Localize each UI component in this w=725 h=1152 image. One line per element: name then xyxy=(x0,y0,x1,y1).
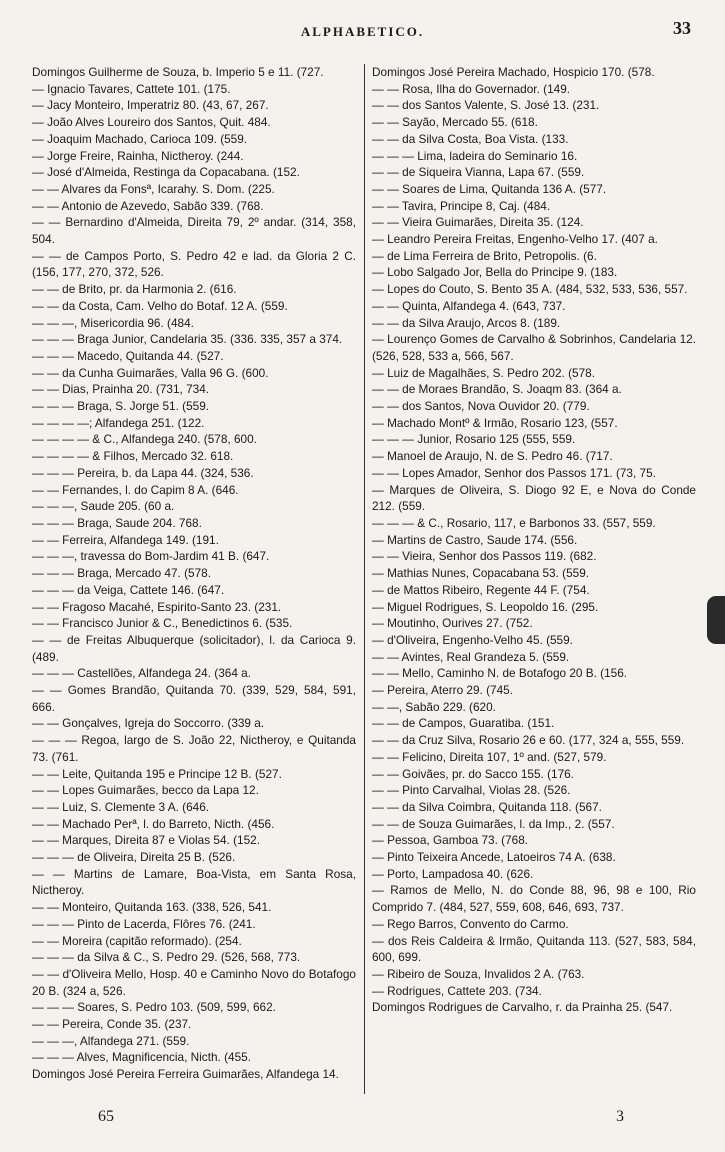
directory-entry: — Joaquim Machado, Carioca 109. (559. xyxy=(32,131,248,146)
directory-entry: — — de Siqueira Vianna, Lapa 67. (559. xyxy=(372,165,585,180)
directory-entry: — José d'Almeida, Restinga da Copacabana. (152. xyxy=(32,165,300,180)
directory-entry: — — Gonçalves, Igreja do Soccorro. (339 a. xyxy=(32,716,265,731)
directory-entry: — — — Lima, ladeira do Seminario 16. xyxy=(372,148,578,163)
directory-entry: — — Gomes Brandão, Quitanda 70. (339, 529, 584, 591, 666. xyxy=(32,683,356,714)
directory-entry: — — Antonio de Azevedo, Sabão 339. (768. xyxy=(32,198,264,213)
directory-entry: — dos Reis Caldeira & Irmão, Quitanda 113. (527, 583, 584, 600, 699. xyxy=(372,933,696,965)
directory-entry: — — Dias, Prainha 20. (731, 734. xyxy=(32,382,210,397)
directory-entry: — — Sayão, Mercado 55. (618. xyxy=(372,115,538,130)
directory-entry: — — da Cunha Guimarães, Valla 96 G. (600. xyxy=(32,365,269,380)
directory-entry: — — Vieira, Senhor dos Passos 119. (682. xyxy=(372,549,597,564)
directory-entry: — Porto, Lampadosa 40. (626. xyxy=(372,866,534,881)
page-number: 33 xyxy=(673,18,691,38)
directory-entry: — — Tavira, Principe 8, Caj. (484. xyxy=(372,198,551,213)
directory-entry: — — Felicino, Direita 107, 1º and. (527, 579. xyxy=(372,749,607,764)
directory-entry: — — —, Saude 205. (60 a. xyxy=(32,499,175,514)
directory-entry: — — — da Veiga, Cattete 146. (647. xyxy=(32,582,225,597)
directory-entry: — — — Macedo, Quitanda 44. (527. xyxy=(32,348,224,363)
directory-entry: — — — de Oliveira, Direita 25 B. (526. xyxy=(32,850,236,865)
directory-entry: — — Moreira (capitão reformado). (254. xyxy=(32,933,242,948)
directory-entry: — de Lima Ferreira de Brito, Petropolis. (6. xyxy=(372,248,597,263)
directory-entry: — — dos Santos, Nova Ouvidor 20. (779. xyxy=(372,399,590,414)
directory-entry: — João Alves Loureiro dos Santos, Quit. 484. xyxy=(32,115,271,130)
directory-entry: — — — Soares, S. Pedro 103. (509, 599, 662. xyxy=(32,1000,276,1015)
directory-entry: — — Mello, Caminho N. de Botafogo 20 B. (156. xyxy=(372,666,628,681)
directory-entry: — — de Campos Porto, S. Pedro 42 e lad. da Gloria 2 C. (156, 177, 270, 372, 526. xyxy=(32,248,356,280)
directory-entry: — — — — & C., Alfandega 240. (578, 600. xyxy=(32,432,257,447)
right-column xyxy=(372,64,696,1016)
directory-entry: — — da Silva Araujo, Arcos 8. (189. xyxy=(372,315,561,330)
directory-entry: — — Monteiro, Quitanda 163. (338, 526, 541. xyxy=(32,900,272,915)
directory-entry: — — Ferreira, Alfandega 149. (191. xyxy=(32,532,219,547)
directory-entry: — — de Brito, pr. da Harmonia 2. (616. xyxy=(32,282,237,297)
directory-entry: — — Francisco Junior & C., Benedictinos 6. (535. xyxy=(32,616,293,631)
directory-entry: — — de Souza Guimarães, l. da Imp., 2. (557. xyxy=(372,816,615,831)
directory-entry: — d'Oliveira, Engenho-Velho 45. (559. xyxy=(372,632,573,647)
column-divider xyxy=(364,64,365,1094)
directory-entry: — — Goivães, pr. do Sacco 155. (176. xyxy=(372,766,574,781)
directory-entry: — Lopes do Couto, S. Bento 35 A. (484, 532, 533, 536, 557. xyxy=(372,282,688,297)
directory-entry: — — Soares de Lima, Quitanda 136 A. (577. xyxy=(372,181,607,196)
directory-entry: — — Pinto Carvalhal, Violas 28. (526. xyxy=(372,783,571,798)
page-footer xyxy=(0,1104,725,1134)
directory-entry: — Ignacio Tavares, Cattete 101. (175. xyxy=(32,81,231,96)
page-header xyxy=(0,18,725,50)
directory-entry: — — da Cruz Silva, Rosario 26 e 60. (177, 324 a, 555, 559. xyxy=(372,733,685,748)
directory-entry: — — — Braga Junior, Candelaria 35. (336. 335, 357 a 374. xyxy=(32,332,343,347)
directory-entry: — — — Alves, Magnificencia, Nicth. (455. xyxy=(32,1050,251,1065)
directory-entry: — — Fernandes, l. do Capim 8 A. (646. xyxy=(32,482,239,497)
directory-entry: — — — Junior, Rosario 125 (555, 559. xyxy=(372,432,576,447)
directory-entry: — — da Silva Coimbra, Quitanda 118. (567. xyxy=(372,799,602,814)
directory-entry: — Ramos de Mello, N. do Conde 88, 96, 98 e 100, Rio Comprido 7. (484, 527, 559, 608, 646, 693, 737. xyxy=(372,883,696,915)
directory-entry: — — — & C., Rosario, 117, e Barbonos 33. (557, 559. xyxy=(372,515,656,530)
directory-entry: — Jacy Monteiro, Imperatriz 80. (43, 67, 267. xyxy=(32,98,269,113)
directory-entry: Domingos José Pereira Machado, Hospicio 170. (578. xyxy=(372,65,655,79)
page-title: ALPHABETICO. xyxy=(300,24,425,39)
directory-entry: — — Pereira, Conde 35. (237. xyxy=(32,1017,192,1032)
directory-entry: — Mathias Nunes, Copacabana 53. (559. xyxy=(372,566,590,581)
directory-entry: — Pereira, Aterro 29. (745. xyxy=(372,683,513,698)
directory-entry: — Miguel Rodrigues, S. Leopoldo 16. (295. xyxy=(372,599,599,614)
directory-entry: — — Machado Perª, l. do Barreto, Nicth. (456. xyxy=(32,816,275,831)
directory-entry: — — —, travessa do Bom-Jardim 41 B. (647. xyxy=(32,549,270,564)
directory-entry: — Pessoa, Gamboa 73. (768. xyxy=(372,833,529,848)
directory-entry: — — de Moraes Brandão, S. Joaqm 83. (364 a. xyxy=(372,382,622,397)
directory-columns xyxy=(32,64,698,1094)
directory-entry: — Moutinho, Ourives 27. (752. xyxy=(372,616,533,631)
signature-mark: 65 xyxy=(98,1108,114,1125)
directory-entry: — — — Braga, Mercado 47. (578. xyxy=(32,566,211,581)
directory-entry: — — Avintes, Real Grandeza 5. (559. xyxy=(372,649,570,664)
directory-entry: — Rodrigues, Cattete 203. (734. xyxy=(372,983,542,998)
directory-entry: — — — Castellões, Alfandega 24. (364 a. xyxy=(32,666,252,681)
directory-entry: — — de Freitas Albuquerque (solicitador), l. da Carioca 9. (489. xyxy=(32,632,356,664)
directory-entry: — Jorge Freire, Rainha, Nictheroy. (244. xyxy=(32,148,244,163)
directory-entry: — — Martins de Lamare, Boa-Vista, em Santa Rosa, Nictheroy. xyxy=(32,866,356,898)
directory-entry: — — Lopes Guimarães, becco da Lapa 12. xyxy=(32,783,259,798)
ink-blot-mark xyxy=(707,596,725,644)
directory-entry: — — Leite, Quitanda 195 e Principe 12 B. (527. xyxy=(32,766,282,781)
directory-entry: — — dos Santos Valente, S. José 13. (231. xyxy=(372,98,600,113)
directory-entry: — — — Pinto de Lacerda, Flôres 76. (241. xyxy=(32,916,256,931)
directory-entry: — — Fragoso Macahé, Espirito-Santo 23. (231. xyxy=(32,599,282,614)
directory-entry: — —, Sabão 229. (620. xyxy=(372,699,496,714)
directory-entry: — Luiz de Magalhães, S. Pedro 202. (578. xyxy=(372,365,595,380)
directory-entry: — Leandro Pereira Freitas, Engenho-Velho 17. (407 a. xyxy=(372,232,658,247)
directory-entry: — — Luiz, S. Clemente 3 A. (646. xyxy=(32,799,210,814)
directory-entry: — Lourenço Gomes de Carvalho & Sobrinhos, Candelaria 12. (526, 528, 533 a, 566, 567. xyxy=(372,332,696,363)
directory-entry: — — — da Silva & C., S. Pedro 29. (526, 568, 773. xyxy=(32,950,301,965)
left-column xyxy=(32,64,356,1083)
directory-entry: — Pinto Teixeira Ancede, Latoeiros 74 A. (638. xyxy=(372,850,616,865)
directory-entry: — Manoel de Araujo, N. de S. Pedro 46. (717. xyxy=(372,449,613,464)
directory-entry: — — — Pereira, b. da Lapa 44. (324, 536. xyxy=(32,465,254,480)
directory-entry: — — da Costa, Cam. Velho do Botaf. 12 A. (559. xyxy=(32,298,288,313)
directory-entry: Domingos Guilherme de Souza, b. Imperio 5 e 11. (727. xyxy=(32,65,324,79)
directory-entry: — — —, Alfandega 271. (559. xyxy=(32,1033,190,1048)
directory-entry: — Ribeiro de Souza, Invalidos 2 A. (763. xyxy=(372,966,585,981)
directory-entry: — de Mattos Ribeiro, Regente 44 F. (754. xyxy=(372,582,590,597)
directory-entry: Domingos Rodrigues de Carvalho, r. da Prainha 25. (547. xyxy=(372,1000,673,1015)
directory-entry: — — —, Misericordia 96. (484. xyxy=(32,315,194,330)
directory-entry: — — — Braga, Saude 204. 768. xyxy=(32,515,202,530)
directory-entry: — Rego Barros, Convento do Carmo. xyxy=(372,916,569,931)
directory-entry: — — Vieira Guimarães, Direita 35. (124. xyxy=(372,215,584,230)
directory-entry: — — da Silva Costa, Boa Vista. (133. xyxy=(372,131,569,146)
directory-entry: — — Marques, Direita 87 e Violas 54. (152. xyxy=(32,833,260,848)
directory-entry: — Machado Montº & Irmão, Rosario 123, (557. xyxy=(372,415,618,430)
directory-entry: — — — Braga, S. Jorge 51. (559. xyxy=(32,399,210,414)
directory-entry: — — Rosa, Ilha do Governador. (149. xyxy=(372,81,571,96)
directory-entry: Domingos José Pereira Ferreira Guimarães, Alfandega 14. xyxy=(32,1067,339,1082)
directory-entry: — Marques de Oliveira, S. Diogo 92 E, e Nova do Conde 212. (559. xyxy=(372,482,696,514)
directory-entry: — Martins de Castro, Saude 174. (556. xyxy=(372,532,578,547)
sheet-number: 3 xyxy=(616,1108,624,1125)
directory-entry: — — Quinta, Alfandega 4. (643, 737. xyxy=(372,298,566,313)
directory-entry: — Lobo Salgado Jor, Bella do Principe 9. (183. xyxy=(372,265,618,280)
directory-entry: — — Bernardino d'Almeida, Direita 79, 2º andar. (314, 358, 504. xyxy=(32,215,356,247)
directory-entry: — — de Campos, Guaratiba. (151. xyxy=(372,716,555,731)
directory-entry: — — d'Oliveira Mello, Hosp. 40 e Caminho Novo do Botafogo 20 B. (324 a, 526. xyxy=(32,966,356,998)
directory-entry: — — Alvares da Fonsª, Icarahy. S. Dom. (225. xyxy=(32,181,275,196)
directory-entry: — — — —; Alfandega 251. (122. xyxy=(32,415,205,430)
directory-entry: — — Lopes Amador, Senhor dos Passos 171. (73, 75. xyxy=(372,465,656,480)
directory-entry: — — — — & Filhos, Mercado 32. 618. xyxy=(32,449,234,464)
directory-entry: — — — Regoa, largo de S. João 22, Nictheroy, e Quitanda 73. (761. xyxy=(32,733,356,764)
